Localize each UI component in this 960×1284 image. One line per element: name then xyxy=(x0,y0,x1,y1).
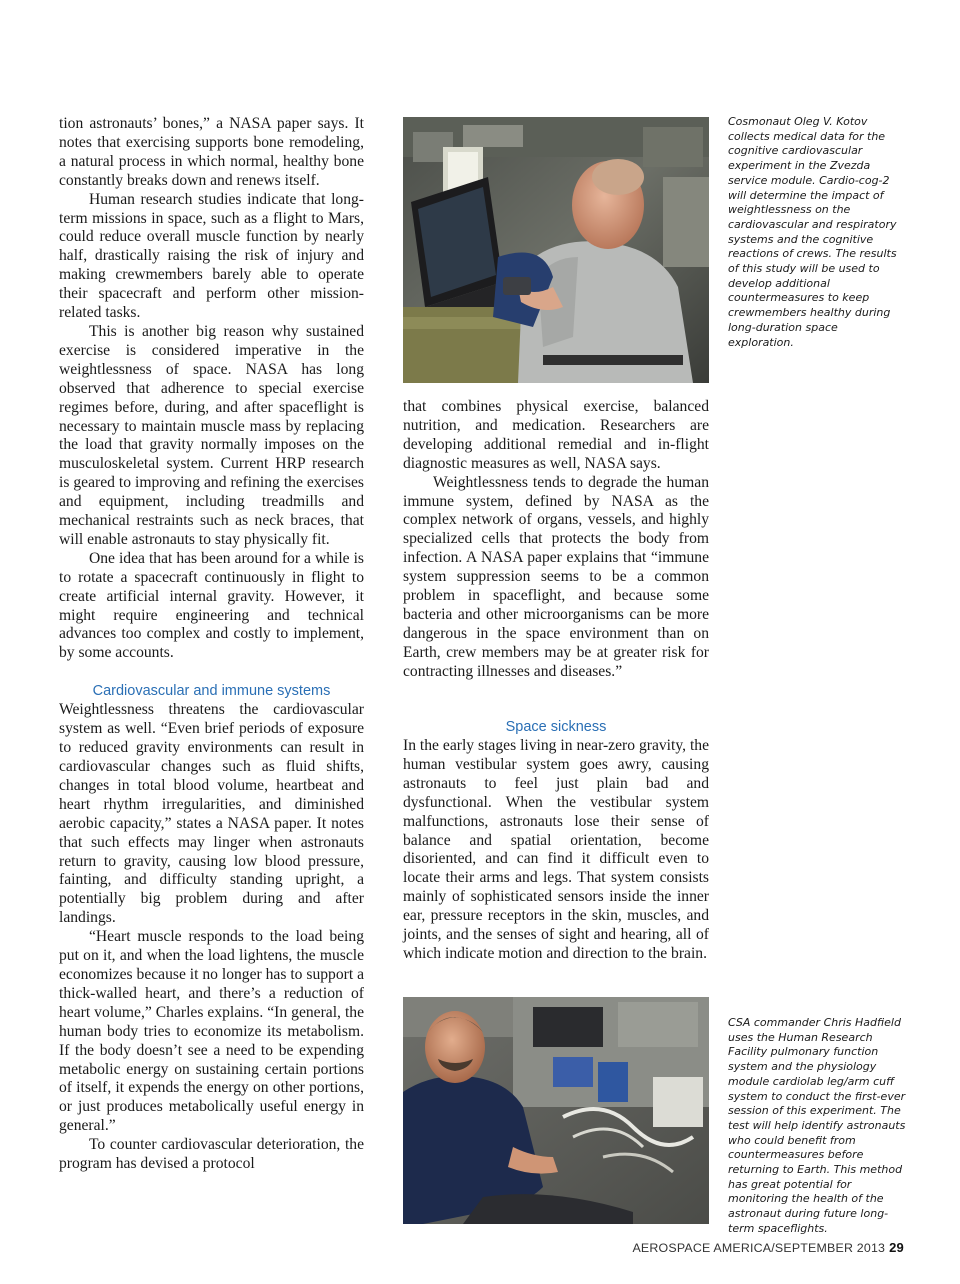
photo-hadfield xyxy=(403,997,709,1224)
section-heading-cardiovascular: Cardiovascular and immune systems xyxy=(92,683,331,700)
page-number: 29 xyxy=(889,1240,904,1255)
caption-photo-kotov: Cosmonaut Oleg V. Kotov collects medical data for the cognitive cardiovascular experiment in the Zvezda service module. Cardio-cog-2 will determine the impact of weightlessness on the cardiovascular and respiratory systems and the cognitive reactions of crews. The results of this study will be used to develop additional countermeasures to keep crewmembers healthy during long-duration space exploration. xyxy=(728,115,897,349)
paragraph: tion astronauts’ bones,” a NASA paper says. It notes that exercising supports bone remodeling, a natural process in which normal, healthy bone constantly breaks down and renews itself. xyxy=(59,115,364,189)
section-heading-space-sickness: Space sickness xyxy=(505,719,607,735)
paragraph: To counter cardiovascular deterioration, the program has devised a protocol xyxy=(59,1136,364,1173)
paragraph: Weightlessness threatens the cardiovascular system as well. “Even brief periods of exposure to reduced gravity environments can result in cardiovascular changes such as fluid shifts, changes in total blood volume, heartbeat and heart rhythm irregularities, and diminished aerobic capacity,” states a NASA paper. It notes that such effects may linger when astronauts return to gravity, causing low blood pressure, fainting, and difficulty standing upright, a potentially big problem during and after landings. xyxy=(59,701,364,927)
publication-name: AEROSPACE AMERICA/SEPTEMBER 2013 xyxy=(632,1241,886,1255)
paragraph: In the early stages living in near-zero gravity, the human vestibular system goes awry, causing astronauts to feel just plain bad and dysfunctional. When the vestibular system malfunctions, astronauts lose their sense of balance and spatial orientation, become disoriented, and can find it difficult even to locate their arms and legs. That system consists mainly of sophisticated sensors inside the inner ear, pressure receptors in the skin, muscles, and joints, and the senses of sight and hearing, all of which indicate motion and direction to the brain. xyxy=(403,737,709,962)
text-column-right-bottom xyxy=(403,718,709,964)
paragraph: One idea that has been around for a while is to rotate a spacecraft continuously in flight to create artificial internal gravity. However, it might require engineering and technical advances too complex and costly to implement, by some accounts. xyxy=(59,549,364,662)
text-column-right-top xyxy=(403,398,709,682)
page-footer xyxy=(620,1240,904,1255)
caption-photo-hadfield: CSA commander Chris Hadfield uses the Human Research Facility pulmonary function system and the physiology module cardiolab leg/arm cuff system to conduct the first-ever session of this experiment. The test will help identify astronauts who could benefit from countermeasures before returning to Earth. This method has great potential for monitoring the health of the astronaut during future long-term spaceflights. xyxy=(728,1016,906,1235)
paragraph: Human research studies indicate that long-term missions in space, such as a flight to Mars, could reduce overall muscle function by nearly half, drastically raising the risk of injury and making crewmembers barely able to operate their spacecraft and perform other mission-related tasks. xyxy=(59,190,364,322)
paragraph: Weightlessness tends to degrade the human immune system, defined by NASA as the complex network of organs, vessels, and highly specialized cells that protects the body from infection. A NASA paper explains that “immune system suppression seems to be a common problem in spaceflight, and because some bacteria and other microorganisms can be more dangerous in the space environment than on Earth, crew members may be at greater risk for contracting illnesses and diseases.” xyxy=(403,473,709,680)
paragraph: that combines physical exercise, balanced nutrition, and medication. Researchers are developing additional remedial and in-flight diagnostic measures as well, NASA says. xyxy=(403,398,709,472)
photo-kotov xyxy=(403,117,709,383)
paragraph: This is another big reason why sustained exercise is considered imperative in the weightlessness of space. NASA has long observed that adherence to special exercise regimes before, during, and after spaceflight is necessary to maintain muscle mass by replacing the load that gravity normally imposes on the musculoskeletal system. Current HRP research is geared to improving and refining the exercises and equipment, including treadmills and mechanical restraints such as neck braces, that will enable astronauts to stay physically fit. xyxy=(59,322,364,548)
text-column-left xyxy=(59,115,364,1174)
paragraph: “Heart muscle responds to the load being put on it, and when the load lightens, the muscle economizes because it no longer has to support a thick-walled heart, and there’s a reduction of heart volume,” Charles explains. “In general, the human body tries to economize its metabolism. If the body doesn’t see a need to be expending metabolic energy on sustaining certain portions of itself, it expends the energy on other portions, or just produces metabolically useful energy in general.” xyxy=(59,928,364,1135)
